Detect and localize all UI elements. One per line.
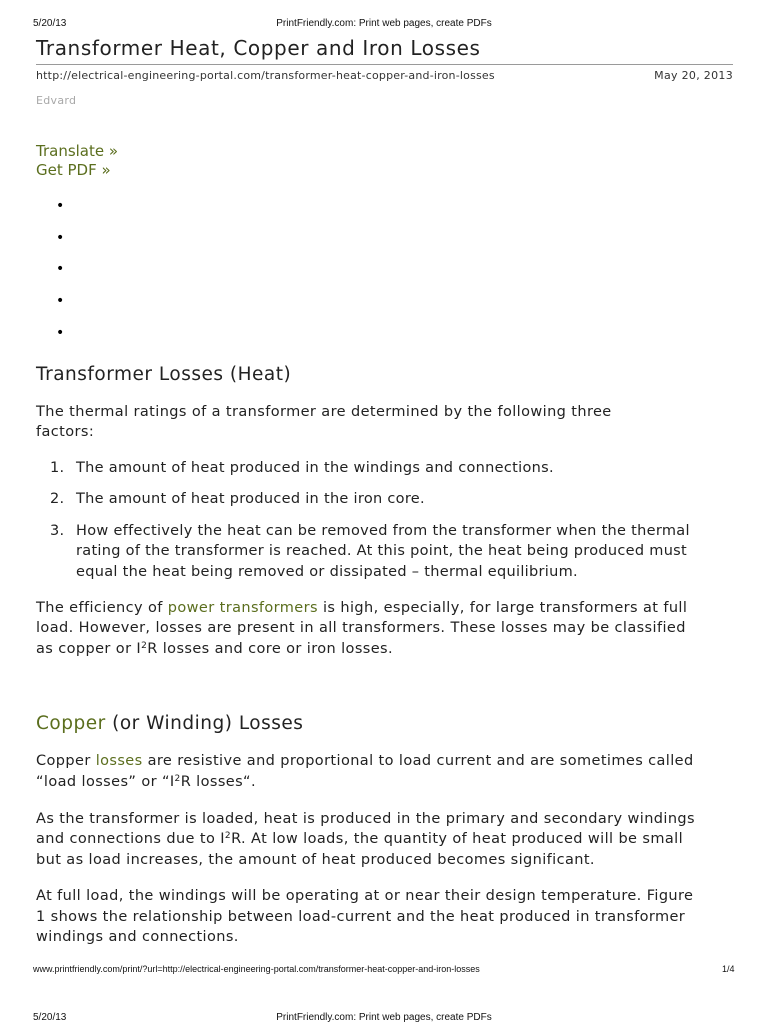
list-item-bullet: • — [56, 230, 65, 246]
copper-p2-line-2 — [36, 829, 736, 849]
list-item-bullet: • — [56, 261, 65, 277]
list-number: 2. — [50, 491, 65, 507]
copper-p3-line-2: 1 shows the relationship between load-current and the heat produced in transformer — [36, 909, 686, 925]
power-transformers-link[interactable]: power transformers — [167, 600, 318, 616]
print-site-title: PrintFriendly.com: Print web pages, create PDFs — [276, 18, 492, 29]
list-number: 3. — [50, 523, 65, 539]
superscript: 2 — [141, 641, 148, 651]
article-author: Edvard — [36, 94, 77, 107]
print-page-number: 1/4 — [722, 964, 735, 974]
copper-p3-line-3: windings and connections. — [36, 929, 239, 945]
source-url: http://electrical-engineering-portal.com/transformer-heat-copper-and-iron-losses — [36, 69, 495, 82]
text-run: R losses“. — [180, 774, 256, 790]
copper-p2-line-1: As the transformer is loaded, heat is produced in the primary and secondary windings — [36, 811, 695, 827]
efficiency-line-2: load. However, losses are present in all transformers. These losses may be classified — [36, 620, 686, 636]
list-number: 1. — [50, 460, 65, 476]
section-heading-copper-losses — [36, 713, 303, 734]
list-text: rating of the transformer is reached. At this point, the heat being produced must — [76, 543, 688, 559]
page-title: Transformer Heat, Copper and Iron Losses — [36, 36, 481, 60]
text-run: and connections due to I — [36, 831, 225, 847]
section-heading-text: Transformer Losses (Heat) — [36, 364, 292, 385]
superscript: 2 — [224, 831, 232, 841]
list-text: equal the heat being removed or dissipated – thermal equilibrium. — [76, 564, 578, 580]
copper-link[interactable]: Copper — [36, 713, 106, 734]
list-text: The amount of heat produced in the iron core. — [76, 491, 425, 507]
next-page-site-title: PrintFriendly.com: Print web pages, create PDFs — [276, 1012, 492, 1023]
superscript: 2 — [174, 774, 181, 784]
losses-link[interactable]: losses — [95, 753, 143, 769]
copper-p1-line-2 — [36, 772, 736, 792]
text-run: R. At low loads, the quantity of heat produced will be small — [231, 831, 683, 847]
list-item-bullet: • — [56, 198, 65, 214]
copper-p2-line-3: but as load increases, the amount of heat produced becomes significant. — [36, 852, 595, 868]
next-page-date: 5/20/13 — [33, 1012, 67, 1023]
text-run: R losses and core or iron losses. — [147, 641, 394, 657]
text-run: The efficiency of — [36, 600, 168, 616]
title-divider — [36, 64, 733, 65]
text-run: as copper or I — [36, 641, 142, 657]
copper-p1-line-1 — [36, 751, 736, 771]
article-date: May 20, 2013 — [654, 69, 733, 82]
text-run: is high, especially, for large transformers at full — [317, 600, 688, 616]
print-date: 5/20/13 — [33, 18, 67, 29]
print-footer-url: www.printfriendly.com/print/?url=http://electrical-engineering-portal.com/transformer-heat-copper-and-iron-losses — [33, 964, 480, 974]
list-text: The amount of heat produced in the windings and connections. — [76, 460, 554, 476]
list-text: How effectively the heat can be removed from the transformer when the thermal — [76, 523, 690, 539]
section-heading-transformer-losses — [36, 364, 291, 385]
efficiency-line-1 — [36, 598, 736, 618]
intro-line-1: The thermal ratings of a transformer are determined by the following three — [36, 404, 612, 420]
get-pdf-link[interactable]: Get PDF » — [36, 161, 111, 179]
text-run: are resistive and proportional to load current and are sometimes called — [142, 753, 694, 769]
section-heading-text: (or Winding) Losses — [105, 713, 304, 734]
efficiency-line-3 — [36, 639, 736, 659]
list-item-bullet: • — [56, 293, 65, 309]
copper-p3-line-1: At full load, the windings will be operating at or near their design temperature. Figure — [36, 888, 694, 904]
text-run: Copper — [36, 753, 96, 769]
list-item-bullet: • — [56, 325, 65, 341]
intro-line-2: factors: — [36, 424, 95, 440]
translate-link[interactable]: Translate » — [36, 142, 119, 160]
text-run: “load losses” or “I — [36, 774, 175, 790]
